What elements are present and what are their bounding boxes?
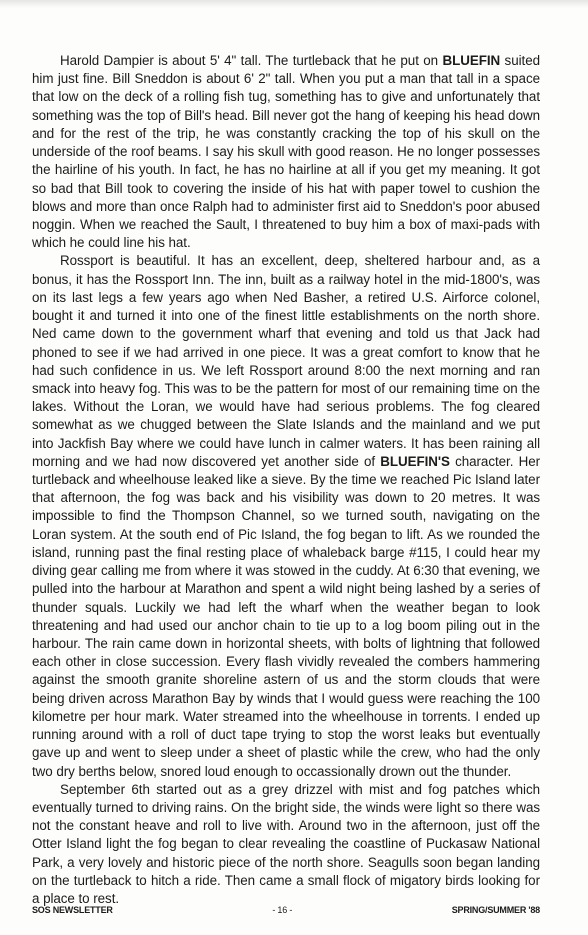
footer-issue: SPRING/SUMMER '88 (451, 905, 540, 915)
vessel-name: BLUEFIN (442, 53, 501, 68)
paragraph-3: September 6th started out as a grey drizzel with mist and fog patches which eventually turned to driving rains. On the bright side, the winds were light so there was not the constant heave and roll to live with. Around two in the afternoon, just off the Otter Island light the fog began to clear revealing the coastline of Puckasaw National Park, a very lovely and historic piece of the north shore. Seagulls soon began landing on the turtleback to hitch a ride. Then came a small flock of migatory birds looking for a place to rest. (32, 781, 540, 907)
page-footer (32, 905, 540, 915)
paragraph-2: Rossport is beautiful. It has an excellent, deep, sheltered harbour and, as a bonus, it has the Rossport Inn. The inn, built as a railway hotel in the mid-1800's, was on its last legs a few years ago when Ned Basher, a retired U.S. Airforce colonel, bought it and turned it into one of the finest little establishments on the north shore. Ned came down to the government wharf that evening and told us that Jack had phoned to see if we had arrived in one piece. It was a great comfort to know that he had such confidence in us. We left Rossport around 8:00 the next morning and ran smack into heavy fog. This was to be the pattern for most of our remaining time on the lakes. Without the Loran, we would have had serious problems. The fog cleared somewhat as we chugged between the Slate Islands and the mainland and we put into Jackfish Bay where we could have lunch in calmer waters. It has been raining all morning and we had now discovered yet another side of BLUEFIN'S character. Her turtleback and wheelhouse leaked like a sieve. By the time we reached Pic Island later that afternoon, the fog was back and his visibility was down to 20 metres. It was impossible to find the Thompson Channel, so we turned south, navigating on the Loran system. At the south end of Pic Island, the fog began to lift. As we rounded the island, running past the final resting place of whaleback barge #115, I could hear my diving gear calling me from where it was stowed in the cuddy. At 6:30 that evening, we pulled into the harbour at Marathon and spent a wild night being lashed by a series of thunder squals. Luckily we had left the wharf when the weather began to look threatening and had used our anchor chain to tie up to a log boom piling out in the harbour. The rain came down in horizontal sheets, with bolts of lightning that followed each other in close succession. Every flash vividly revealed the combers hammering against the smooth granite shoreline astern of us and the storm clouds that were being driven across Marathon Bay by winds that I would guess were reaching the 100 kilometre per hour mark. Water streamed into the wheelhouse in torrents. I ended up running around with a roll of duct tape trying to stop the worst leaks but eventually gave up and went to sleep under a sheet of plastic while the crew, who had the only two dry berths below, snored loud enough to occassionally drown out the thunder. (32, 253, 540, 779)
footer-page-number: - 16 - (272, 905, 293, 915)
paragraph-1: Harold Dampier is about 5' 4" tall. The turtleback that he put on BLUEFIN suited him just fine. Bill Sneddon is about 6' 2" tall. When you put a man that tall in a space that low on the deck of a rolling fish tug, something has to give and unfortunately that something was the top of Bill's head. Bill never got the hang of keeping his head down and for the rest of the trip, he was constantly cracking the top of his skull on the underside of the roof beams. I say his skull with good reason. He no longer possesses the hairline of his youth. In fact, he has no hairline at all if you get my meaning. It got so bad that Bill took to covering the inside of his hat with paper towel to cushion the blows and more than once Ralph had to administer first aid to Sneddon's poor abused noggin. When we reached the Sault, I threatened to buy him a box of maxi-pads with which he could line his hat. (32, 53, 540, 251)
article-body (32, 52, 540, 908)
page-top-edge (0, 0, 588, 8)
vessel-name: BLUEFIN'S (380, 453, 450, 469)
footer-publication: SOS NEWSLETTER (32, 905, 113, 915)
